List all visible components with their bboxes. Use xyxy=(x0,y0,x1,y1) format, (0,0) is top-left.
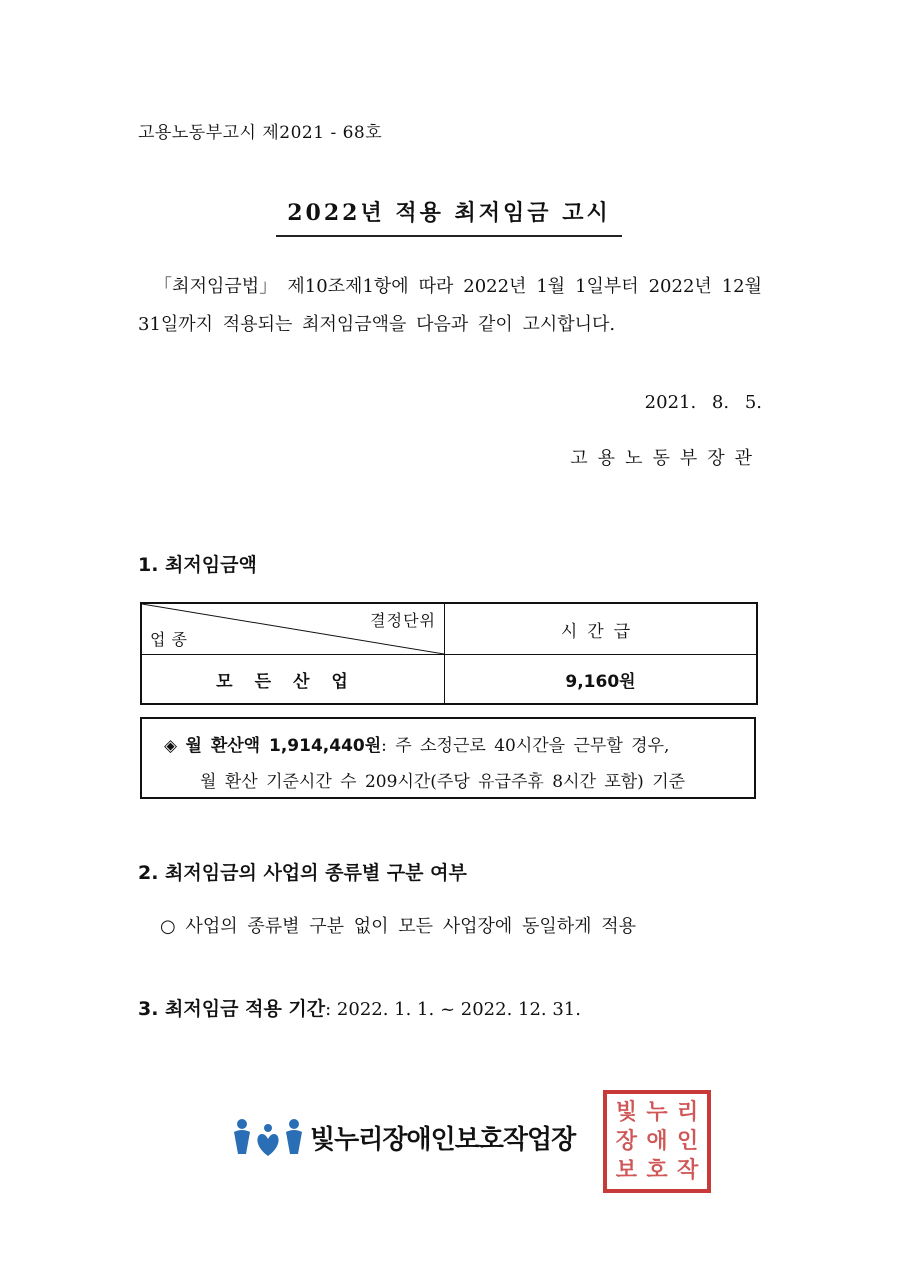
diagonal-header-cell xyxy=(141,603,445,655)
section-3-period: : 2022. 1. 1. ~ 2022. 12. 31. xyxy=(325,999,581,1020)
section-3-title: 3. 최저임금 적용 기간 xyxy=(138,998,326,1020)
notice-date: 2021. 8. 5. xyxy=(644,392,762,413)
table-header-row xyxy=(141,603,757,655)
seal-char: 빛 xyxy=(615,1099,637,1125)
monthly-amount-bold: 월 환산액 1,914,440원 xyxy=(185,736,382,756)
seal-char: 누 xyxy=(646,1099,668,1125)
diag-header-industry: 업종 xyxy=(150,630,193,649)
seal-char: 장 xyxy=(615,1128,637,1154)
people-logo-icon xyxy=(232,1116,304,1158)
seal-char: 보 xyxy=(615,1157,637,1183)
seal-char: 애 xyxy=(646,1128,668,1154)
organization-logo xyxy=(232,1116,575,1158)
table-row xyxy=(141,655,757,705)
seal-char: 작 xyxy=(677,1157,699,1183)
organization-name: 빛누리장애인보호작업장 xyxy=(310,1124,576,1155)
hourly-header-cell: 시간급 xyxy=(445,603,758,655)
official-seal-stamp xyxy=(603,1090,711,1193)
section-1-heading: 1. 최저임금액 xyxy=(138,554,257,576)
note-line-2: 월 환산 기준시간 수 209시간(주당 유급주휴 8시간 포함) 기준 xyxy=(200,772,686,792)
section-2-bullet: ○ 사업의 종류별 구분 없이 모든 사업장에 동일하게 적용 xyxy=(160,916,637,937)
industry-cell: 모든산업 xyxy=(141,655,445,705)
seal-char: 리 xyxy=(677,1099,699,1125)
section-3-heading xyxy=(138,994,581,1021)
monthly-conversion-note xyxy=(140,717,756,799)
diamond-marker-icon: ◈ xyxy=(164,736,178,756)
diag-header-unit: 결정단위 xyxy=(370,611,436,630)
wage-value-cell: 9,160원 xyxy=(445,655,758,705)
intro-paragraph: 「최저임금법」 제10조제1항에 따라 2022년 1월 1일부터 2022년 12월 31일까지 적용되는 최저임금액을 다음과 같이 고시합니다. xyxy=(138,276,762,335)
seal-char: 인 xyxy=(677,1128,699,1154)
note-line-1 xyxy=(164,731,669,756)
note-line-1-rest: : 주 소정근로 40시간을 근무할 경우, xyxy=(381,736,670,756)
notice-number: 고용노동부고시 제2021 - 68호 xyxy=(138,123,383,143)
section-2-heading: 2. 최저임금의 사업의 종류별 구분 여부 xyxy=(138,862,467,884)
minimum-wage-table xyxy=(140,602,758,705)
minister-signature: 고용노동부장관 xyxy=(570,448,762,469)
seal-char: 호 xyxy=(646,1157,668,1183)
document-title: 2022년 적용 최저임금 고시 xyxy=(276,196,622,237)
